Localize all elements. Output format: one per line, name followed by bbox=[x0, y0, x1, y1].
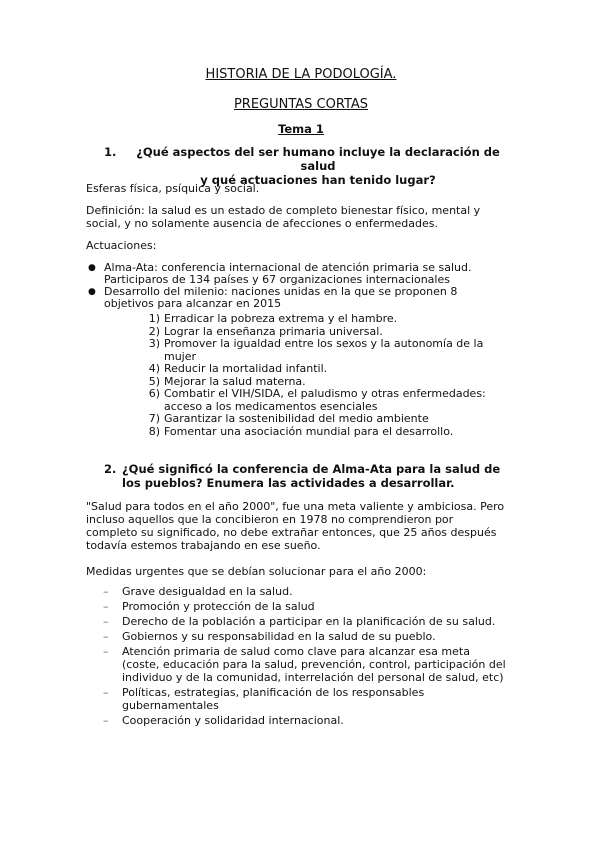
list-item: 1) Erradicar la pobreza extrema y el hambre. bbox=[148, 312, 398, 325]
bullet-icon: ● bbox=[88, 287, 96, 297]
list-item: 4) Reducir la mortalidad infantil. bbox=[148, 362, 328, 375]
question-2-text: ¿Qué significó la conferencia de Alma-Ata para la salud de los pueblos? Enumera las actividades a desarrollar. bbox=[122, 462, 501, 490]
medidas-list bbox=[86, 585, 506, 729]
dash-icon: – bbox=[103, 645, 109, 658]
dash-icon: – bbox=[103, 686, 109, 699]
question-2-number: 2. bbox=[104, 462, 117, 476]
bullet-icon: ● bbox=[88, 263, 96, 273]
list-item: – Políticas, estrategias, planificación de los responsables gubernamentales bbox=[103, 686, 425, 712]
list-item: 5) Mejorar la salud materna. bbox=[148, 374, 306, 388]
question-1-text bbox=[122, 145, 514, 187]
list-item: 3) Promover la igualdad entre los sexos y la autonomía de la mujer bbox=[148, 337, 484, 363]
list-item: – Gobiernos y su responsabilidad en la salud de su pueblo. bbox=[103, 630, 436, 643]
list-item: 7) Garantizar la sostenibilidad del medio ambiente bbox=[148, 412, 429, 425]
question-1-number: 1. bbox=[104, 145, 117, 159]
medidas-label: Medidas urgentes que se debían solucionar para el año 2000: bbox=[86, 565, 427, 578]
list-item: – Promoción y protección de la salud bbox=[103, 600, 315, 613]
esferas-text: Esferas física, psíquica y social. bbox=[86, 182, 260, 195]
document-title: HISTORIA DE LA PODOLOGÍA. bbox=[205, 67, 397, 82]
dash-icon: – bbox=[103, 630, 109, 643]
dash-icon: – bbox=[103, 600, 109, 613]
definicion-text: Definición: la salud es un estado de completo bienestar físico, mental y social, y no solamente ausencia de afecciones o enfermedades. bbox=[86, 204, 481, 230]
question-1-line2: y qué actuaciones han tenido lugar? bbox=[200, 173, 436, 187]
list-item: 8) Fomentar una asociación mundial para el desarrollo. bbox=[148, 424, 454, 438]
actuaciones-label: Actuaciones: bbox=[86, 239, 157, 252]
actuaciones-list bbox=[86, 262, 496, 310]
list-item: 6) Combatir el VIH/SIDA, el paludismo y otras enfermedades: acceso a los medicamentos esenciales bbox=[148, 387, 486, 413]
objetivos-list bbox=[86, 313, 496, 438]
list-item: ● Desarrollo del milenio: naciones unidas en la que se proponen 8 objetivos para alcanzar en 2015 bbox=[88, 285, 458, 310]
salud-para-todos-text: "Salud para todos en el año 2000", fue una meta valiente y ambiciosa. Pero incluso aquellos que la concibieron en 1978 no comprendieron por completo su significado, no debe extrañar entonces, que 25 años después todavía estemos trabajando en ese sueño. bbox=[86, 500, 505, 552]
list-item: 2) Lograr la enseñanza primaria universal. bbox=[148, 324, 383, 338]
question-1-line1: ¿Qué aspectos del ser humano incluye la declaración de salud bbox=[136, 145, 500, 173]
dash-icon: – bbox=[103, 714, 109, 727]
topic-heading: Tema 1 bbox=[278, 122, 324, 136]
document-subtitle: PREGUNTAS CORTAS bbox=[233, 97, 369, 112]
list-item: ● Alma-Ata: conferencia internacional de atención primaria se salud. Participaros de 134 países y 67 organizaciones internacionales bbox=[88, 261, 472, 286]
dash-icon: – bbox=[103, 585, 109, 598]
list-item: – Derecho de la población a participar en la planificación de su salud. bbox=[103, 615, 496, 628]
dash-icon: – bbox=[103, 615, 109, 628]
list-item: – Cooperación y solidaridad internacional. bbox=[103, 714, 344, 727]
list-item: – Atención primaria de salud como clave para alcanzar esa meta (coste, educación para la salud, prevención, control, participación del individuo y de la comunidad, interrelación del personal de salud, etc) bbox=[103, 645, 506, 684]
list-item: – Grave desigualdad en la salud. bbox=[103, 585, 293, 598]
